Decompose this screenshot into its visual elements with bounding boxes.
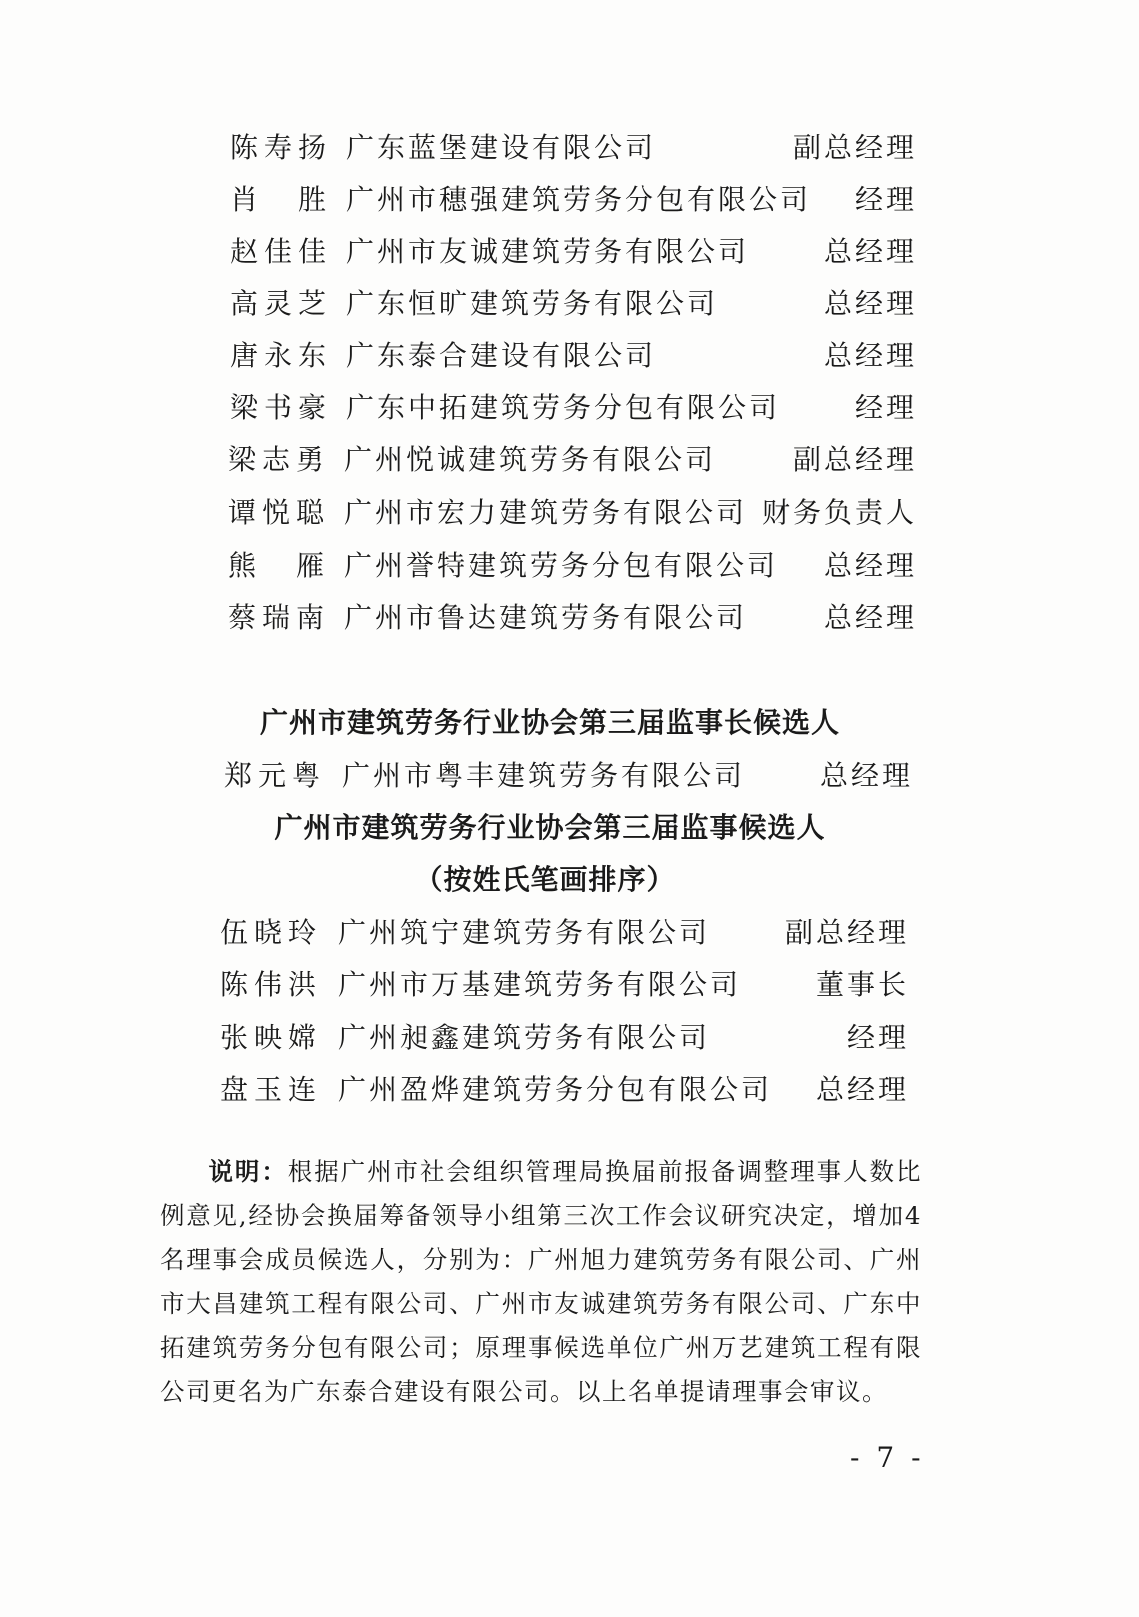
candidate-company: 广州市宏力建筑劳务有限公司 xyxy=(344,496,748,529)
candidate-row xyxy=(0,336,1139,376)
candidate-name: 熊雁 xyxy=(228,549,324,582)
candidate-company: 广州誉特建筑劳务分包有限公司 xyxy=(344,549,779,582)
candidate-company: 广东泰合建设有限公司 xyxy=(346,339,657,372)
candidate-row xyxy=(0,493,1139,533)
candidate-title: 总经理 xyxy=(823,601,917,634)
supervisor-row xyxy=(0,1070,1139,1110)
chief-supervisor-heading: 广州市建筑劳务行业协会第三届监事长候选人 xyxy=(259,706,840,739)
candidate-row xyxy=(0,388,1139,428)
note-text: 根据广州市社会组织管理局换届前报备调整理事人数比例意见,经协会换届筹备领导小组第三次工作会议研究决定，增加4名理事会成员候选人，分别为：广州旭力建筑劳务有限公司、广州市大昌建筑工程有限公司、广州市友诚建筑劳务有限公司、广东中拓建筑劳务分包有限公司；原理事候选单位广州万艺建筑工程有限公司更名为广东泰合建设有限公司。以上名单提请理事会审议。 xyxy=(160,1157,923,1406)
candidate-name: 伍晓玲 xyxy=(220,916,316,949)
candidate-title: 总经理 xyxy=(823,549,917,582)
candidate-name: 盘玉连 xyxy=(220,1073,316,1106)
note-label: 说明： xyxy=(208,1157,288,1186)
candidate-company: 广州市友诚建筑劳务有限公司 xyxy=(346,235,750,268)
candidate-title: 经理 xyxy=(854,183,917,216)
candidate-company: 广州市万基建筑劳务有限公司 xyxy=(338,968,742,1001)
candidate-company: 广东中拓建筑劳务分包有限公司 xyxy=(346,391,781,424)
supervisor-row xyxy=(0,965,1139,1005)
candidate-name: 高灵芝 xyxy=(230,287,326,320)
candidate-row xyxy=(0,598,1139,638)
supervisor-row xyxy=(0,913,1139,953)
candidate-name: 郑元粤 xyxy=(224,759,320,792)
candidate-company: 广州市粤丰建筑劳务有限公司 xyxy=(342,759,746,792)
candidate-company: 广州市穗强建筑劳务分包有限公司 xyxy=(346,183,812,216)
explanatory-note xyxy=(160,1150,922,1414)
candidate-title: 财务负责人 xyxy=(761,496,917,529)
candidate-name: 唐永东 xyxy=(230,339,326,372)
candidate-company: 广州昶鑫建筑劳务有限公司 xyxy=(338,1021,711,1054)
candidate-name: 陈寿扬 xyxy=(230,131,326,164)
candidate-title: 总经理 xyxy=(823,235,917,268)
candidate-title: 副总经理 xyxy=(784,916,909,949)
supervisor-row xyxy=(0,1018,1139,1058)
candidate-name: 肖胜 xyxy=(230,183,326,216)
candidate-name: 陈伟洪 xyxy=(220,968,316,1001)
candidate-company: 广东恒旷建筑劳务有限公司 xyxy=(346,287,719,320)
candidate-title: 董事长 xyxy=(815,968,909,1001)
candidate-title: 副总经理 xyxy=(792,131,917,164)
candidate-title: 总经理 xyxy=(819,759,913,792)
candidate-row xyxy=(0,284,1139,324)
candidate-title: 总经理 xyxy=(823,287,917,320)
candidate-company: 广东蓝堡建设有限公司 xyxy=(346,131,657,164)
candidate-company: 广州市鲁达建筑劳务有限公司 xyxy=(344,601,748,634)
candidate-title: 经理 xyxy=(854,391,917,424)
candidate-row xyxy=(0,546,1139,586)
candidate-name: 张映嫦 xyxy=(220,1021,316,1054)
candidate-name: 梁志勇 xyxy=(228,443,324,476)
candidate-name: 蔡瑞南 xyxy=(228,601,324,634)
candidate-title: 总经理 xyxy=(823,339,917,372)
candidate-name: 谭悦聪 xyxy=(228,496,324,529)
candidate-company: 广州筑宁建筑劳务有限公司 xyxy=(338,916,711,949)
candidate-company: 广州悦诚建筑劳务有限公司 xyxy=(344,443,717,476)
candidate-row xyxy=(0,232,1139,272)
supervisor-heading: 广州市建筑劳务行业协会第三届监事候选人 xyxy=(274,811,826,844)
candidate-row xyxy=(0,440,1139,480)
supervisor-subheading: （按姓氏笔画排序） xyxy=(414,863,676,896)
candidate-name: 梁书豪 xyxy=(230,391,326,424)
candidate-row xyxy=(0,128,1139,168)
candidate-company: 广州盈烨建筑劳务分包有限公司 xyxy=(338,1073,773,1106)
chief-supervisor-row xyxy=(0,756,1139,796)
candidate-title: 副总经理 xyxy=(792,443,917,476)
candidate-name: 赵佳佳 xyxy=(230,235,326,268)
candidate-row xyxy=(0,180,1139,220)
candidate-title: 经理 xyxy=(846,1021,909,1054)
page-number: - 7 - xyxy=(850,1441,925,1474)
candidate-title: 总经理 xyxy=(815,1073,909,1106)
